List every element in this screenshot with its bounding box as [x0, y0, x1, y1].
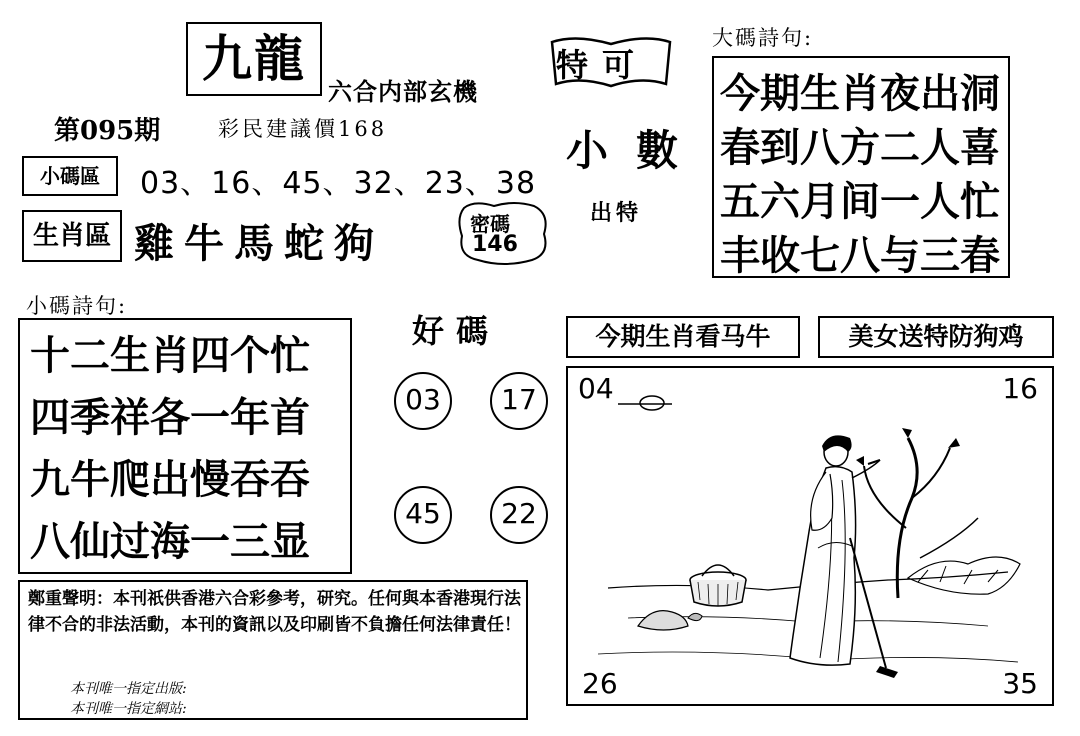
official-publisher-line: 本刊唯一指定出版:: [70, 681, 187, 697]
good-code-ball: 45: [394, 486, 452, 544]
small-poem-line: 八仙过海一三显: [30, 518, 310, 565]
disclaimer-text: 鄭重聲明：本刊祇供香港六合彩參考，研究。任何與本香港現行法律不合的非法活動，本刊的資訊以及印刷皆不負擔任何法律責任！: [28, 589, 521, 635]
small-codes-numbers: 03、16、45、32、23、38: [140, 166, 537, 201]
big-poem-box: [712, 56, 1010, 278]
hint-left: 今期生肖看马牛: [566, 316, 800, 358]
good-code-ball: 03: [394, 372, 452, 430]
secret-code-label: 密碼: [470, 212, 510, 236]
big-poem-line: 丰收七八与三春: [720, 232, 1000, 279]
illustration-frame: [566, 366, 1054, 706]
small-codes-label: 小碼區: [22, 156, 118, 196]
picture-number-bottom-left: 26: [582, 667, 618, 700]
good-code-ball: 22: [490, 486, 548, 544]
picture-number-bottom-right: 35: [1002, 667, 1038, 700]
big-poem-line: 春到八方二人喜: [720, 124, 1000, 171]
secret-code-value: 146: [472, 232, 518, 257]
small-poem-line: 九牛爬出慢吞吞: [30, 456, 310, 503]
small-poem-line: 四季祥各一年首: [30, 394, 310, 441]
suggested-price: 彩民建議價168: [218, 117, 388, 141]
issue-number: 第095期: [54, 116, 161, 146]
hint-right: 美女送特防狗鸡: [818, 316, 1054, 358]
disclaimer-box: [18, 580, 528, 720]
special-banner-text: 特可: [556, 46, 649, 84]
subtitle: 六合内部玄機: [328, 77, 478, 106]
zodiac-label: 生肖區: [22, 210, 122, 262]
small-poem-title: 小碼詩句:: [26, 294, 128, 318]
small-number-hint: 小數: [566, 126, 707, 175]
official-website-line: 本刊唯一指定網站:: [70, 701, 187, 717]
zodiac-animals: 雞牛馬蛇狗: [134, 220, 384, 267]
good-codes-title: 好碼: [412, 312, 501, 350]
lady-with-hoe-illustration: [568, 368, 1052, 704]
picture-number-top-right: 16: [1002, 372, 1038, 405]
big-poem-line: 五六月间一人忙: [720, 178, 1000, 225]
good-code-ball: 17: [490, 372, 548, 430]
special-out-text: 出特: [590, 200, 643, 226]
small-poem-box: [18, 318, 352, 574]
picture-number-top-left: 04: [578, 372, 614, 405]
big-poem-title: 大碼詩句:: [712, 26, 814, 50]
big-poem-line: 今期生肖夜出洞: [720, 70, 1000, 117]
publication-logo: 九龍: [186, 22, 322, 96]
small-poem-line: 十二生肖四个忙: [30, 332, 310, 379]
